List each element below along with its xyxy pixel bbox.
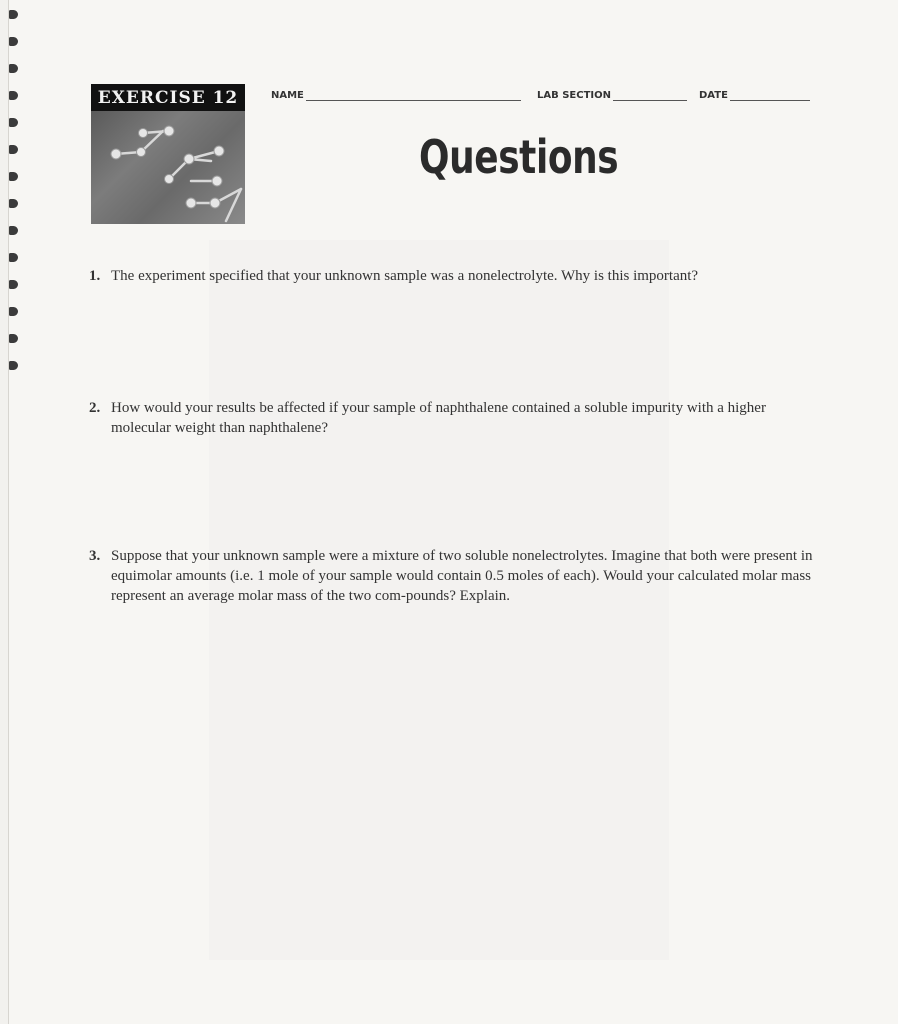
question-number: 3. bbox=[89, 548, 101, 564]
name-field[interactable] bbox=[271, 90, 521, 101]
question-number: 2. bbox=[89, 400, 101, 416]
spiral-ring bbox=[9, 172, 18, 181]
name-line[interactable] bbox=[306, 91, 521, 101]
question-item bbox=[89, 546, 824, 606]
date-line[interactable] bbox=[730, 91, 810, 101]
lab-section-label: LAB SECTION bbox=[537, 90, 611, 101]
spiral-ring bbox=[9, 361, 18, 370]
spiral-ring bbox=[9, 334, 18, 343]
spiral-ring bbox=[9, 64, 18, 73]
spiral-ring bbox=[9, 91, 18, 100]
lab-section-field[interactable] bbox=[537, 90, 687, 101]
question-item bbox=[89, 398, 824, 438]
question-text: How would your results be affected if your sample of naphthalene contained a soluble impurity with a higher molecular weight than naphthalene? bbox=[111, 400, 766, 436]
page-title: Questions bbox=[419, 130, 619, 184]
question-text: Suppose that your unknown sample were a mixture of two soluble nonelectrolytes. Imagine that both were present in equimolar amounts (i.e. 1 mole of your sample would contain 0.5 moles of each). Would your calculated molar mass represent an average molar mass of the two com-pounds? Explain. bbox=[111, 548, 813, 604]
spiral-binding bbox=[9, 0, 23, 1024]
exercise-header-block bbox=[91, 84, 245, 224]
question-number: 1. bbox=[89, 268, 101, 284]
spiral-ring bbox=[9, 253, 18, 262]
name-label: NAME bbox=[271, 90, 304, 101]
question-text: The experiment specified that your unknown sample was a nonelectrolyte. Why is this important? bbox=[111, 268, 699, 284]
spiral-ring bbox=[9, 280, 18, 289]
spiral-ring bbox=[9, 37, 18, 46]
worksheet-page bbox=[8, 0, 898, 1024]
spiral-ring bbox=[9, 199, 18, 208]
spiral-ring bbox=[9, 118, 18, 127]
spiral-ring bbox=[9, 307, 18, 316]
lab-section-line[interactable] bbox=[613, 91, 687, 101]
spiral-ring bbox=[9, 145, 18, 154]
student-info-fields bbox=[271, 90, 816, 108]
date-label: DATE bbox=[699, 90, 728, 101]
exercise-label: EXERCISE 12 bbox=[91, 84, 245, 111]
spiral-ring bbox=[9, 10, 18, 19]
molecule-illustration bbox=[91, 111, 245, 224]
question-item bbox=[89, 266, 824, 286]
spiral-ring bbox=[9, 226, 18, 235]
date-field[interactable] bbox=[699, 90, 816, 101]
molecule-chain-icon bbox=[91, 111, 245, 224]
